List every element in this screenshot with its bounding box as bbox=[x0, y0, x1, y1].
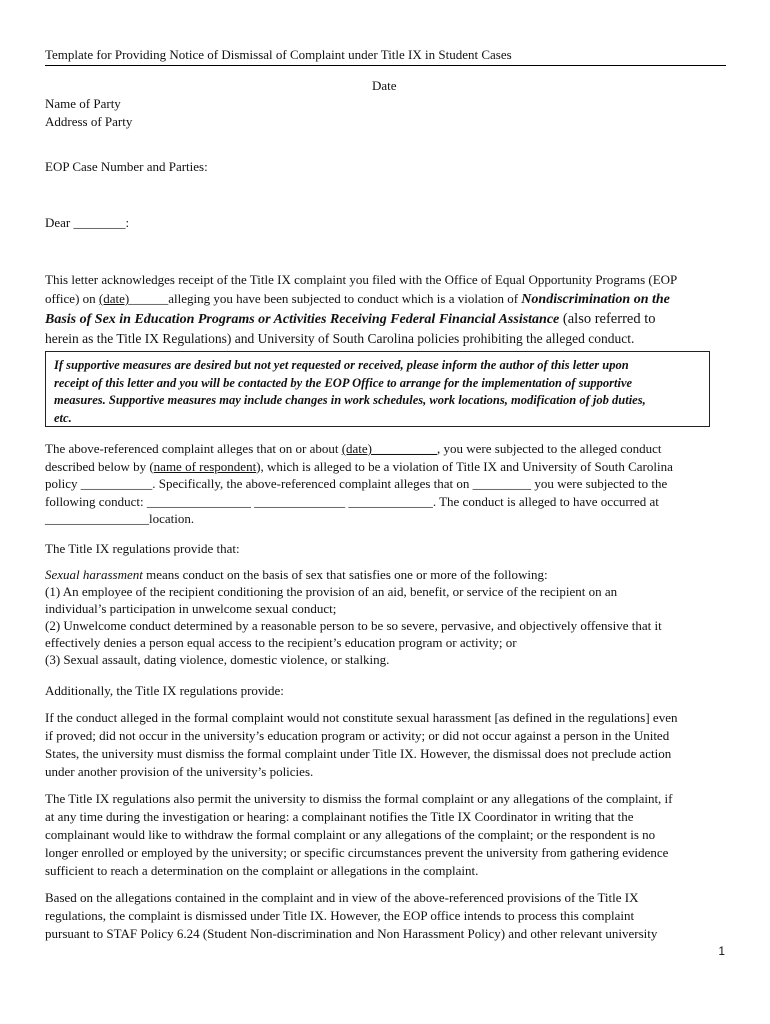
supportive-measures-notice: If supportive measures are desired but not yet requested or received, please inform the author of this letter upon receipt of this letter and you will be contacted by the EOP Office to arrange for the implementation of supportive measures. Supportive measures may include changes in work schedules, work locations, modification of job duties, etc. bbox=[45, 351, 710, 427]
conclusion-paragraph: Based on the allegations contained in the complaint and in view of the above-referenced provisions of the Title IX regulations, the complaint is dismissed under Title IX. However, the EOP office intends to process this complaint pursuant to STAF Policy 6.24 (Student Non-discrimination and Non Harassment Policy) and other relevant university bbox=[45, 890, 658, 941]
mandatory-dismissal-paragraph: If the conduct alleged in the formal complaint would not constitute sexual harassment [as defined in the regulations] even if proved; did not occur in the university’s education program or activity; or did not occur against a person in the United States, the university must dismiss the formal complaint under Title IX. However, the dismissal does not preclude action under another provision of the university’s policies. bbox=[45, 710, 678, 779]
party-address: Address of Party bbox=[45, 114, 133, 129]
regulation-title: Nondiscrimination on the bbox=[521, 292, 670, 307]
intro-line: Basis of Sex in Education Programs or Activities Receiving Federal Financial Assistance (also referred to bbox=[45, 311, 656, 327]
date-placeholder: Date bbox=[372, 78, 397, 93]
additional-regulations-intro: Additionally, the Title IX regulations provide: bbox=[45, 683, 284, 698]
intro-line: This letter acknowledges receipt of the Title IX complaint you filed with the Office of Equal Opportunity Programs (EOP bbox=[45, 272, 678, 287]
page-number: 1 bbox=[718, 944, 725, 958]
regulation-title: Basis of Sex in Education Programs or Activities Receiving Federal Financial Assistance bbox=[45, 312, 560, 327]
intro-line: herein as the Title IX Regulations) and University of South Carolina policies prohibiting the alleged conduct. bbox=[45, 331, 635, 346]
case-number-label: EOP Case Number and Parties: bbox=[45, 159, 208, 174]
intro-line: office) on (date)______alleging you have been subjected to conduct which is a violation of Nondiscrimination on the bbox=[45, 291, 670, 307]
permissive-dismissal-paragraph: The Title IX regulations also permit the university to dismiss the formal complaint or any allegations of the complaint, if at any time during the investigation or hearing: a complainant notifies the Title IX Coordinator in writing that the complainant would like to withdraw the formal complaint or any allegations of the complaint; or the respondent is no longer enrolled or employed by the university; or specific circumstances prevent the university from gathering evidence sufficient to reach a determination on the complaint or allegations in the complaint. bbox=[45, 791, 673, 878]
date-blank: (date) bbox=[98, 291, 130, 306]
allegation-paragraph: The above-referenced complaint alleges that on or about (date)__________, you were subjected to the alleged conduct described below by (name of respondent), which is alleged to be a violation of Title IX and University of South Carolina policy ___________. Specifically, the above-referenced complaint alleges that on _________ you were subjected to the following conduct: ________________ ______________ _____________. The conduct is alleged to have occurred at ________________location. bbox=[45, 441, 673, 526]
intro-paragraph bbox=[45, 270, 726, 348]
recipient-block bbox=[45, 95, 132, 131]
respondent-blank: name of respondent bbox=[153, 458, 257, 474]
document-header: Template for Providing Notice of Dismissal of Complaint under Title IX in Student Cases bbox=[45, 47, 726, 66]
party-name: Name of Party bbox=[45, 96, 121, 111]
salutation: Dear ________: bbox=[45, 215, 130, 230]
sexual-harassment-definition: Sexual harassment means conduct on the basis of sex that satisfies one or more of the following: (1) An employee of the recipient conditioning the provision of an aid, benefit, or service of the recipient on an individual’s participation in unwelcome sexual conduct; (2) Unwelcome conduct determined by a reasonable person to be so severe, pervasive, and objectively offensive that it effectively denies a person equal access to the recipient’s education program or activity; or (3) Sexual assault, dating violence, domestic violence, or stalking. bbox=[45, 567, 662, 667]
regulations-intro: The Title IX regulations provide that: bbox=[45, 541, 240, 556]
date-blank: (date)__________ bbox=[341, 441, 438, 456]
defined-term: Sexual harassment bbox=[45, 567, 143, 582]
